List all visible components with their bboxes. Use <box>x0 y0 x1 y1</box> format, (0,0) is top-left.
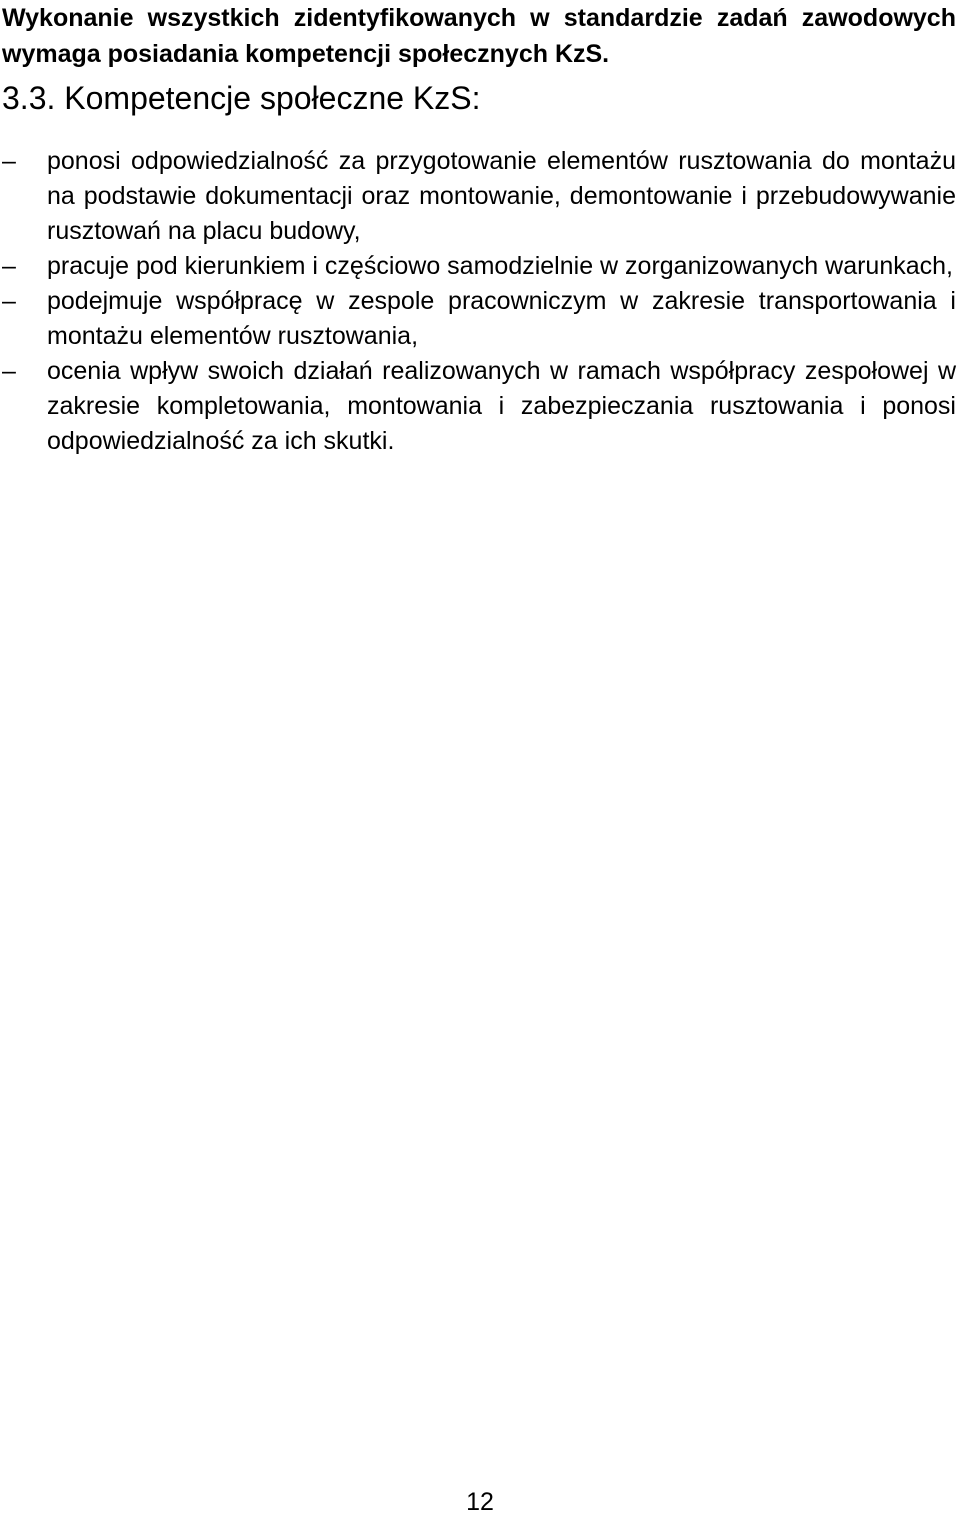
list-item-text: ocenia wpływ swoich działań realizowanych w ramach współpracy zespołowej w zakresie kompletowania, montowania i zabezpieczania rusztowania i ponosi odpowiedzialność za ich skutki. <box>47 357 956 455</box>
dash-bullet-icon: – <box>2 147 16 175</box>
section-heading: 3.3. Kompetencje społeczne KzS: <box>2 80 481 116</box>
list-item-text: podejmuje współpracę w zespole pracowniczym w zakresie transportowania i montażu elementów rusztowania, <box>47 287 956 350</box>
dash-bullet-icon: – <box>2 287 16 315</box>
list-item <box>0 284 956 354</box>
list-item <box>0 144 956 249</box>
list-item <box>0 249 956 284</box>
list-item-text: ponosi odpowiedzialność za przygotowanie elementów rusztowania do montażu na podstawie dokumentacji oraz montowanie, demontowanie i przebudowywanie rusztowań na placu budowy, <box>47 147 956 245</box>
competency-list <box>0 144 956 459</box>
dash-bullet-icon: – <box>2 357 16 385</box>
page-number: 12 <box>466 1488 494 1516</box>
dash-bullet-icon: – <box>2 252 16 280</box>
list-item <box>0 354 956 459</box>
list-item-text: pracuje pod kierunkiem i częściowo samodzielnie w zorganizowanych warunkach, <box>47 252 953 280</box>
intro-paragraph: Wykonanie wszystkich zidentyfikowanych w standardzie zadań zawodowych wymaga posiadania kompetencji społecznych KzS. <box>2 4 956 68</box>
